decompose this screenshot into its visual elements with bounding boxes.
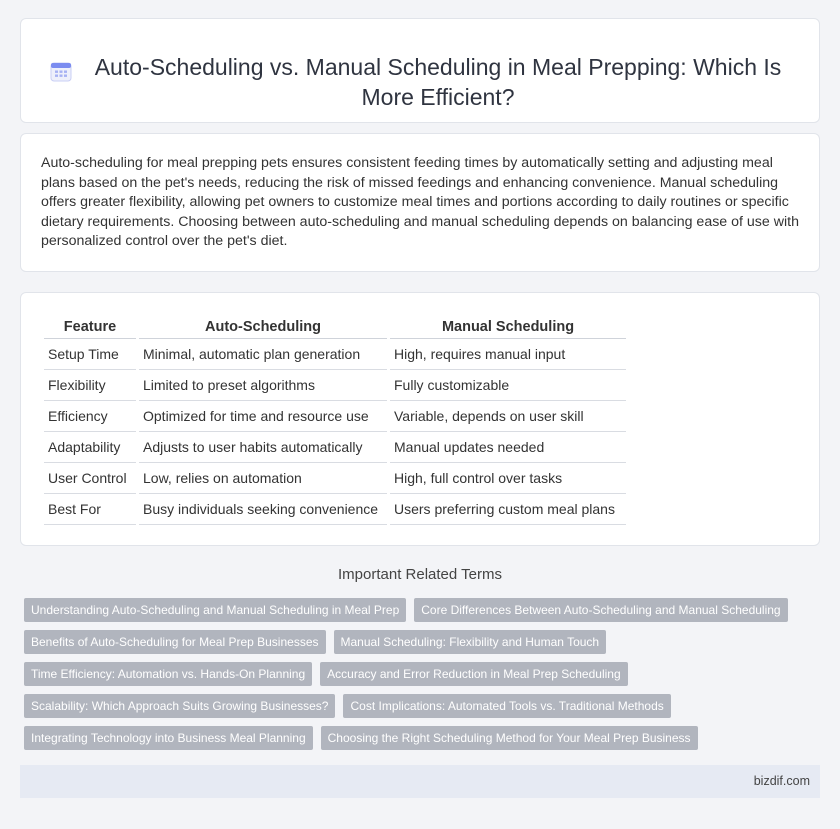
column-header: Feature bbox=[44, 315, 136, 339]
intro-paragraph: Auto-scheduling for meal prepping pets ensures consistent feeding times by automatically setting and adjusting meal plans based on the pet's needs, reducing the risk of missed feedings and enhancing convenience. Manual scheduling offers greater flexibility, allowing pet owners to customize meal times and portions according to daily routines or specific dietary requirements. Choosing between auto-scheduling and manual scheduling depends on balancing ease of use with personalized control over the pet's diet. bbox=[41, 155, 799, 250]
table-cell: High, full control over tasks bbox=[390, 463, 626, 494]
table-cell: Busy individuals seeking convenience bbox=[139, 494, 387, 525]
related-term-tag[interactable]: Core Differences Between Auto-Scheduling and Manual Scheduling bbox=[414, 598, 787, 622]
related-term-tag[interactable]: Manual Scheduling: Flexibility and Human Touch bbox=[334, 630, 607, 654]
footer-site-link[interactable]: bizdif.com bbox=[753, 774, 810, 788]
related-term-tag[interactable]: Benefits of Auto-Scheduling for Meal Prep Businesses bbox=[24, 630, 326, 654]
related-terms-heading: Important Related Terms bbox=[338, 566, 502, 583]
calendar-icon bbox=[50, 60, 72, 82]
related-term-tag[interactable]: Accuracy and Error Reduction in Meal Prep Scheduling bbox=[320, 662, 627, 686]
table-cell: Users preferring custom meal plans bbox=[390, 494, 626, 525]
table-cell: Limited to preset algorithms bbox=[139, 370, 387, 401]
related-term-tag[interactable]: Choosing the Right Scheduling Method for Your Meal Prep Business bbox=[321, 726, 698, 750]
table-cell: High, requires manual input bbox=[390, 339, 626, 370]
comparison-card bbox=[20, 292, 820, 546]
table-header-row bbox=[44, 315, 626, 339]
table-cell: Adjusts to user habits automatically bbox=[139, 432, 387, 463]
table-cell: Efficiency bbox=[44, 401, 136, 432]
table-row bbox=[44, 494, 626, 525]
table-cell: Low, relies on automation bbox=[139, 463, 387, 494]
column-header: Auto-Scheduling bbox=[139, 315, 387, 339]
comparison-table bbox=[41, 315, 629, 525]
table-row bbox=[44, 401, 626, 432]
table-cell: Manual updates needed bbox=[390, 432, 626, 463]
header-card bbox=[20, 18, 820, 123]
footer-bar bbox=[20, 765, 820, 798]
related-terms-list bbox=[24, 598, 814, 758]
table-cell: Best For bbox=[44, 494, 136, 525]
table-row bbox=[44, 370, 626, 401]
table-cell: Adaptability bbox=[44, 432, 136, 463]
table-cell: Flexibility bbox=[44, 370, 136, 401]
column-header: Manual Scheduling bbox=[390, 315, 626, 339]
table-cell: Minimal, automatic plan generation bbox=[139, 339, 387, 370]
intro-card bbox=[20, 133, 820, 272]
table-cell: Setup Time bbox=[44, 339, 136, 370]
table-cell: Optimized for time and resource use bbox=[139, 401, 387, 432]
related-term-tag[interactable]: Scalability: Which Approach Suits Growing Businesses? bbox=[24, 694, 335, 718]
table-cell: Fully customizable bbox=[390, 370, 626, 401]
page-title: Auto-Scheduling vs. Manual Scheduling in Meal Prepping: Which Is More Efficient? bbox=[94, 53, 782, 110]
related-term-tag[interactable]: Time Efficiency: Automation vs. Hands-On Planning bbox=[24, 662, 312, 686]
table-row bbox=[44, 339, 626, 370]
table-row bbox=[44, 463, 626, 494]
related-term-tag[interactable]: Understanding Auto-Scheduling and Manual Scheduling in Meal Prep bbox=[24, 598, 406, 622]
related-term-tag[interactable]: Cost Implications: Automated Tools vs. Traditional Methods bbox=[343, 694, 670, 718]
table-cell: Variable, depends on user skill bbox=[390, 401, 626, 432]
table-cell: User Control bbox=[44, 463, 136, 494]
related-term-tag[interactable]: Integrating Technology into Business Meal Planning bbox=[24, 726, 313, 750]
table-row bbox=[44, 432, 626, 463]
